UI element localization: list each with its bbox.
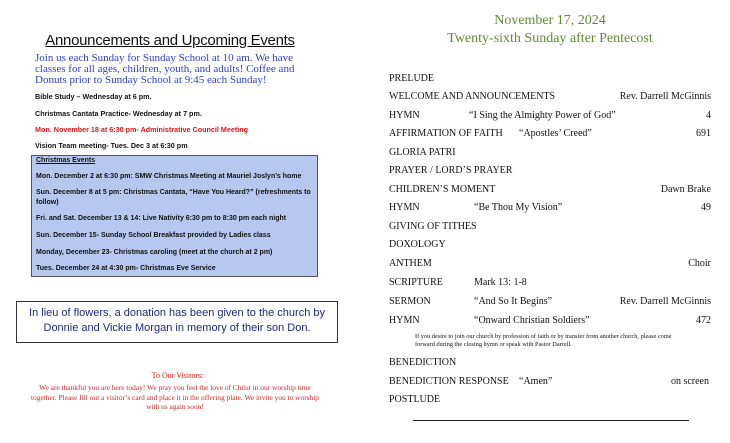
event-item: Mon. December 2 at 6:30 pm: SMW Christmas Meeting at Mauriel Joslyn’s home: [36, 173, 302, 180]
order-item: [389, 110, 711, 122]
order-item-label: WELCOME AND ANNOUNCEMENTS: [389, 91, 556, 102]
order-item-label: SERMON: [389, 296, 431, 307]
order-item-number: 691: [696, 128, 711, 139]
order-item-leader: Dawn Brake: [660, 184, 711, 195]
order-item-label: CHILDREN’S MOMENT: [389, 184, 496, 195]
announcement-council-meeting: Mon. November 18 at 6:30 pm- Administrative Council Meeting: [35, 125, 249, 134]
bottom-divider: [413, 420, 689, 421]
order-item-label: ANTHEM: [389, 258, 432, 269]
order-item: [389, 376, 711, 388]
order-item-title: Mark 13: 1-8: [474, 277, 527, 288]
order-item-label: HYMN: [389, 315, 420, 326]
order-item: [389, 128, 711, 140]
announcement-cantata-practice: Christmas Cantata Practice- Wednesday at 7 pm.: [35, 109, 202, 118]
order-item-label: PRAYER / LORD’S PRAYER: [389, 165, 513, 176]
order-item-label: GLORIA PATRI: [389, 147, 456, 158]
order-item-label: HYMN: [389, 202, 420, 213]
order-item-number: 4: [706, 110, 711, 121]
order-item: [389, 73, 711, 85]
order-item-label: DOXOLOGY: [389, 239, 446, 250]
order-item: [389, 296, 711, 308]
event-item: Sun. December 15- Sunday School Breakfast provided by Ladies class: [36, 232, 271, 239]
announcements-panel: [0, 0, 355, 443]
order-item: [389, 277, 711, 289]
order-item: [389, 315, 711, 327]
order-item: [389, 394, 711, 406]
church-membership-note: If you desire to join our church by profession of faith or by transfer from another church, please come forward during the closing hymn or speak with Pastor Darrell.: [415, 333, 672, 348]
christmas-events-heading: Christmas Events: [36, 157, 96, 164]
announcement-bible-study: Bible Study – Wednesday at 6 pm.: [35, 92, 152, 101]
order-item-number: 49: [701, 202, 711, 213]
order-item: [389, 147, 711, 159]
order-item-label: SCRIPTURE: [389, 277, 443, 288]
order-item-label: BENEDICTION RESPONSE: [389, 376, 509, 387]
christmas-events-box: [31, 155, 318, 277]
order-item: [389, 357, 711, 369]
order-item-title: “I Sing the Almighty Power of God”: [469, 110, 616, 121]
visitors-message: We are thankful you are here today! We pray you feel the love of Christ in our worship time together. Please fill out a visitor’s card and place it in the offering plate. We invite you to worship with us again soon!: [31, 383, 319, 411]
order-item-label: POSTLUDE: [389, 394, 441, 405]
order-item: [389, 258, 711, 270]
order-item-number: 472: [696, 315, 711, 326]
visitors-title: To Our Visitors:: [151, 371, 204, 380]
order-item-label: AFFIRMATION OF FAITH: [389, 128, 503, 139]
order-item-title: “Amen”: [519, 376, 553, 387]
order-item-label: HYMN: [389, 110, 420, 121]
service-date: November 17, 2024: [494, 13, 606, 28]
order-item: [389, 165, 711, 177]
order-item: [389, 221, 711, 233]
announcements-title: Announcements and Upcoming Events: [45, 32, 295, 49]
order-item-leader: Rev. Darrell McGinnis: [619, 296, 711, 307]
order-item: [389, 202, 711, 214]
order-item-title: “Onward Christian Soldiers”: [474, 315, 590, 326]
event-item: Tues. December 24 at 4:30 pm- Christmas Eve Service: [36, 265, 216, 272]
announcement-vision-team: Vision Team meeting- Tues. Dec 3 at 6:30 pm: [35, 141, 188, 150]
event-item: Sun. December 8 at 5 pm: Christmas Cantata, “Have You Heard?” (refreshments to follow): [36, 189, 311, 206]
order-item-title: “Apostles’ Creed”: [519, 128, 592, 139]
liturgical-sunday: Twenty-sixth Sunday after Pentecost: [447, 31, 653, 46]
order-item-leader: Rev. Darrell McGinnis: [619, 91, 711, 102]
sunday-school-intro: Join us each Sunday for Sunday School at 10 am. We have classes for all ages, children, youth, and adults! Coffee and Donuts prior to Sunday School at 9:45 each Sunday!: [35, 52, 295, 86]
flowers-dedication-box: In lieu of flowers, a donation has been given to the church by Donnie and Vickie Morgan in memory of their son Don.: [16, 301, 338, 343]
order-item: [389, 239, 711, 251]
order-item: [389, 91, 711, 103]
order-item-label: GIVING OF TITHES: [389, 221, 477, 232]
order-item-leader: Choir: [688, 258, 711, 269]
order-item: [389, 184, 711, 196]
event-item: Fri. and Sat. December 13 & 14: Live Nativity 6:30 pm to 8:30 pm each night: [36, 215, 287, 222]
order-item-label: BENEDICTION: [389, 357, 457, 368]
order-item-title: “Be Thou My Vision”: [474, 202, 563, 213]
order-item-title: “And So It Begins”: [474, 296, 553, 307]
event-item: Monday, December 23- Christmas caroling (meet at the church at 2 pm): [36, 249, 273, 256]
order-item-note: on screen: [670, 376, 709, 387]
order-item-label: PRELUDE: [389, 73, 434, 84]
